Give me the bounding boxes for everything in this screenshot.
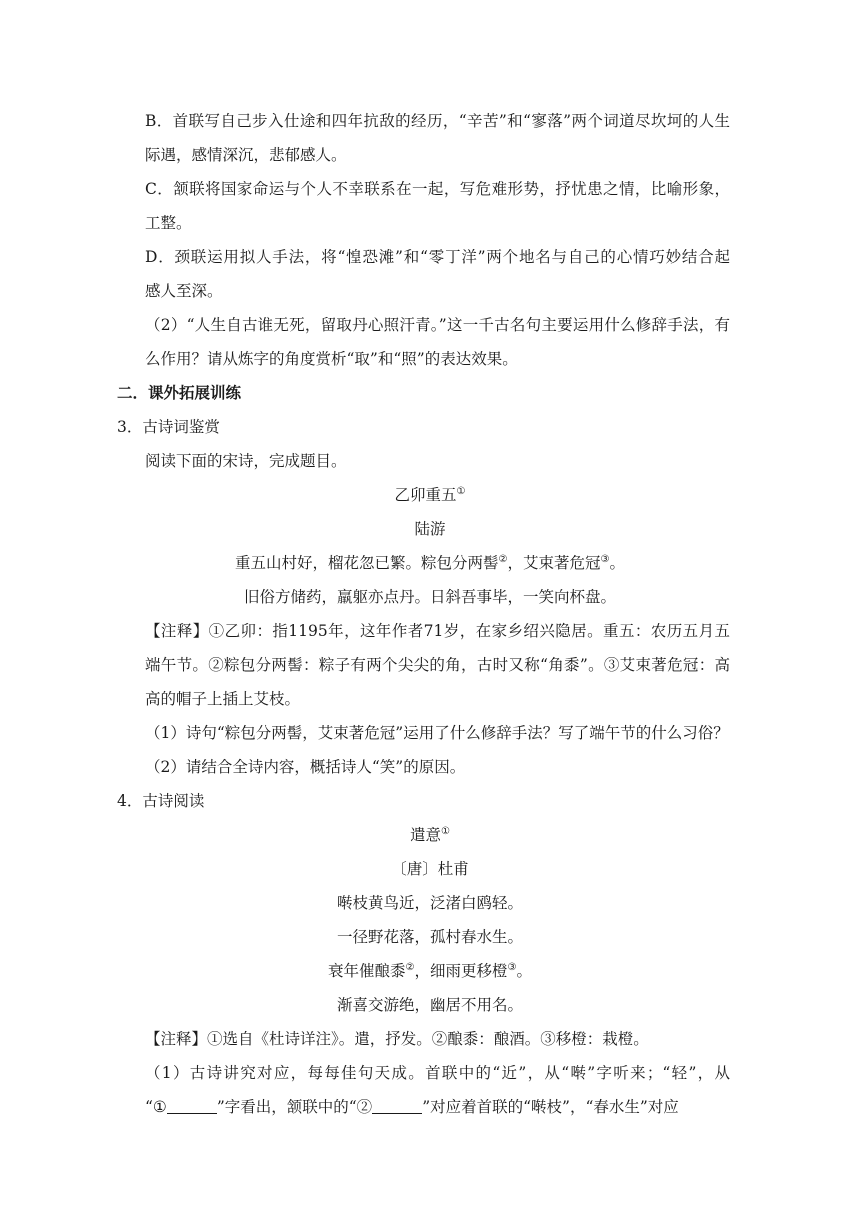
- q3-note-line2: 端午节。②粽包分两髻：粽子有两个尖尖的角，古时又称“角黍”。③艾束著危冠：高: [145, 656, 730, 674]
- q3-poem-line1-b: ，艾束著危冠: [507, 554, 601, 572]
- q3-poem-title-text: 乙卯重五: [394, 486, 457, 504]
- option-d-line2: 感人至深。: [145, 282, 223, 300]
- q3-poem-line2: 旧俗方储药，羸躯亦点丹。日斜吾事毕，一笑向杯盘。: [243, 588, 616, 606]
- note-mark-1: ①: [456, 486, 466, 497]
- note-mark-3: ③: [600, 554, 610, 565]
- q2-sub2-line1: （2）“人生自古谁无死，留取丹心照汗青。”这一千古名句主要运用什么修辞手法，有: [145, 316, 730, 334]
- q3-poem-line1: [0, 552, 860, 574]
- q4-poem-line3-c: 。: [516, 962, 532, 980]
- answer-blank-2[interactable]: [372, 1099, 422, 1114]
- q2-sub2-line2: 么作用？请从炼字的角度赏析“取”和“照”的表达效果。: [145, 350, 518, 368]
- q4-sub1-line2: [145, 1096, 679, 1118]
- q4-poem-title-text: 遣意: [410, 826, 442, 844]
- q4-sub1-line2-c: ”对应着首联的“啭枝”，“春水生”对应: [422, 1098, 679, 1116]
- q3-poem-line1-a: 重五山村好，榴花忽已繁。粽包分两髻: [235, 554, 499, 572]
- option-b-line1: B．首联写自己步入仕途和四年抗敌的经历，“辛苦”和“寥落”两个词道尽坎坷的人生: [145, 112, 730, 130]
- note-mark-1: ①: [441, 826, 450, 837]
- q4-title: 4．古诗阅读: [117, 792, 205, 810]
- q4-sub1-line2-b: ”字看出，颔联中的“②: [216, 1098, 373, 1116]
- section-2-title: 二．课外拓展训练: [117, 383, 242, 402]
- q3-sub1: （1）诗句“粽包分两髻，艾束著危冠”运用了什么修辞手法？写了端午节的什么习俗？: [145, 724, 729, 742]
- option-b-line2: 际遇，感情深沉，悲郁感人。: [145, 146, 347, 164]
- option-d-line1: D．颈联运用拟人手法，将“惶恐滩”和“零丁洋”两个地名与自己的心情巧妙结合起: [145, 248, 730, 266]
- note-mark-2: ②: [498, 554, 508, 565]
- q4-poem-title: [0, 824, 860, 846]
- q4-poem-line3-a: 衰年催酿黍: [328, 962, 406, 980]
- q3-sub2: （2）请结合全诗内容，概括诗人“笑”的原因。: [145, 758, 466, 776]
- q4-note: 【注释】①选自《杜诗详注》。遣，抒发。②酿黍：酿酒。③移橙：栽橙。: [145, 1030, 649, 1048]
- q4-sub1-line1: （1）古诗讲究对应，每每佳句天成。首联中的“近”，从“啭”字听来；“轻”，从: [145, 1064, 730, 1082]
- q4-poem-line4: 渐喜交游绝，幽居不用名。: [336, 996, 523, 1014]
- q4-poem-line3-b: ，细雨更移橙: [414, 962, 508, 980]
- q4-poem-line3: [0, 960, 860, 982]
- q3-note-line3: 高的帽子上插上艾枝。: [145, 690, 301, 708]
- note-mark-2: ②: [405, 962, 415, 973]
- q3-note-line1: 【注释】①乙卯：指1195年，这年作者71岁，在家乡绍兴隐居。重五：农历五月五: [145, 622, 730, 640]
- q3-poem-title: [0, 484, 860, 506]
- option-c-line1: C．颔联将国家命运与个人不幸联系在一起，写危难形势，抒忧患之情，比喻形象，: [145, 180, 730, 198]
- q4-poem-line1: 啭枝黄鸟近，泛渚白鸥轻。: [336, 894, 523, 912]
- option-c-line2: 工整。: [145, 214, 192, 232]
- note-mark-3: ③: [507, 962, 517, 973]
- q3-poem-line1-c: 。: [609, 554, 625, 572]
- q3-title: 3．古诗词鉴赏: [117, 418, 220, 436]
- q3-author: 陆游: [414, 520, 446, 538]
- q4-sub1-line2-a: “①: [145, 1098, 167, 1116]
- q3-instruction: 阅读下面的宋诗，完成题目。: [145, 452, 347, 470]
- answer-blank-1[interactable]: [167, 1099, 217, 1114]
- q4-poem-line2: 一径野花落，孤村春水生。: [336, 928, 523, 946]
- q4-author: 〔唐〕杜甫: [391, 860, 469, 878]
